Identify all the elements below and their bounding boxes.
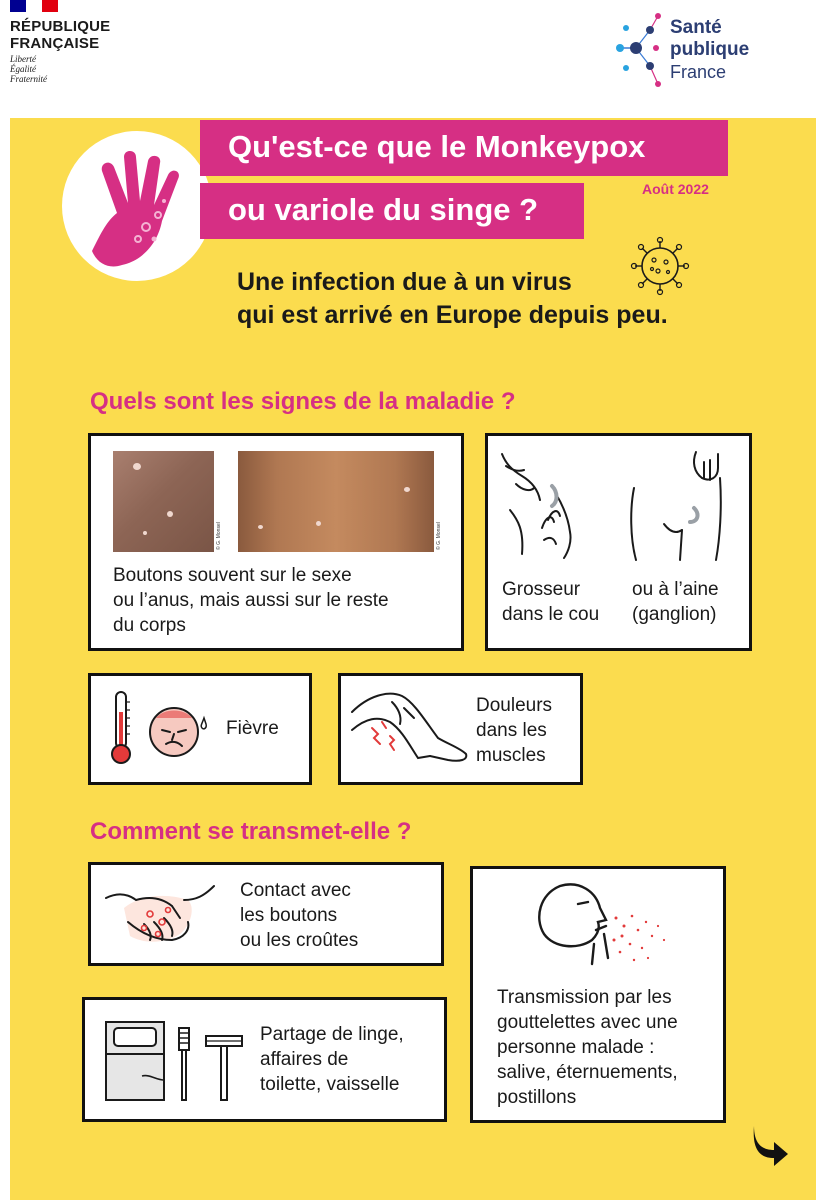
fievre-text: Fièvre xyxy=(226,718,279,739)
grosseur-line1: Grosseur xyxy=(502,579,581,600)
title-line1: Qu'est-ce que le Monkeypox xyxy=(228,129,646,164)
douleurs-text xyxy=(476,693,552,768)
motto-fraternite: Fraternité xyxy=(10,74,47,84)
rash-photo-1 xyxy=(113,451,214,552)
goutte-line5: postillons xyxy=(497,1087,577,1108)
boutons-line2: ou l’anus, mais aussi sur le reste xyxy=(113,590,389,611)
santé-publique-logo-icon xyxy=(610,8,666,92)
subtitle-line1: Une infection due à un virus xyxy=(237,268,572,296)
partage-text xyxy=(260,1022,404,1097)
goutte-line3: personne malade : xyxy=(497,1037,655,1058)
razor-icon xyxy=(204,1034,244,1102)
aine-line2: (ganglion) xyxy=(632,604,717,625)
douleurs-line2: dans les xyxy=(476,720,547,741)
thermometer-icon xyxy=(106,688,136,768)
sante-publique-france-logo xyxy=(610,8,749,92)
spf-publique: publique xyxy=(670,39,750,60)
boutons-line1: Boutons souvent sur le sexe xyxy=(113,565,352,586)
subtitle-line2: qui est arrivé en Europe depuis peu. xyxy=(237,301,668,329)
spf-france: France xyxy=(670,62,727,82)
signs-heading: Quels sont les signes de la maladie ? xyxy=(90,388,516,415)
spf-sante: Santé xyxy=(670,17,722,38)
contact-line2: les boutons xyxy=(240,905,338,926)
grosseur-line2: dans le cou xyxy=(502,604,600,625)
douleurs-line3: muscles xyxy=(476,745,546,766)
handshake-icon xyxy=(104,878,216,950)
douleurs-line1: Douleurs xyxy=(476,695,553,716)
goutte-line1: Transmission par les xyxy=(497,987,672,1008)
leg-pain-icon xyxy=(348,682,474,772)
groin-icon xyxy=(624,448,734,564)
date-label: Août 2022 xyxy=(642,181,709,197)
motto-egalite: Égalité xyxy=(10,64,36,74)
photo-credit-2: © G. Monsel xyxy=(436,522,442,550)
republique-line1: RÉPUBLIQUE xyxy=(10,18,111,35)
partage-line2: affaires de xyxy=(260,1049,349,1070)
contact-text xyxy=(240,878,358,953)
aine-line1: ou à l’aine xyxy=(632,579,719,600)
aine-text xyxy=(632,577,719,627)
rash-photo-2 xyxy=(238,451,434,552)
marianne-flag-icon xyxy=(10,0,58,12)
goutte-line2: gouttelettes avec une xyxy=(497,1012,678,1033)
contact-line3: ou les croûtes xyxy=(240,930,359,951)
toothbrush-icon xyxy=(176,1026,192,1102)
boutons-line3: du corps xyxy=(113,615,186,636)
gouttelettes-text xyxy=(497,985,678,1110)
next-page-arrow-icon[interactable] xyxy=(750,1122,790,1168)
photo-credit-1: © G. Monsel xyxy=(216,522,222,550)
feverish-face-icon xyxy=(142,700,212,760)
partage-line3: toilette, vaisselle xyxy=(260,1074,400,1095)
hand-illustration xyxy=(62,131,212,281)
header xyxy=(0,0,816,110)
republique-line2: FRANÇAISE xyxy=(10,35,100,52)
hand-icon xyxy=(62,131,212,281)
subtitle xyxy=(237,266,668,332)
transmission-heading: Comment se transmet-elle ? xyxy=(90,818,412,845)
neck-icon xyxy=(496,450,596,560)
partage-line1: Partage de linge, xyxy=(260,1024,404,1045)
grosseur-text xyxy=(502,577,599,627)
boutons-text xyxy=(113,563,389,638)
motto-liberte: Liberté xyxy=(10,54,36,64)
sneezing-head-icon xyxy=(534,878,674,968)
contact-line1: Contact avec xyxy=(240,880,351,901)
title-line2: ou variole du singe ? xyxy=(228,192,539,227)
goutte-line4: salive, éternuements, xyxy=(497,1062,678,1083)
republique-francaise-logo xyxy=(10,0,110,84)
